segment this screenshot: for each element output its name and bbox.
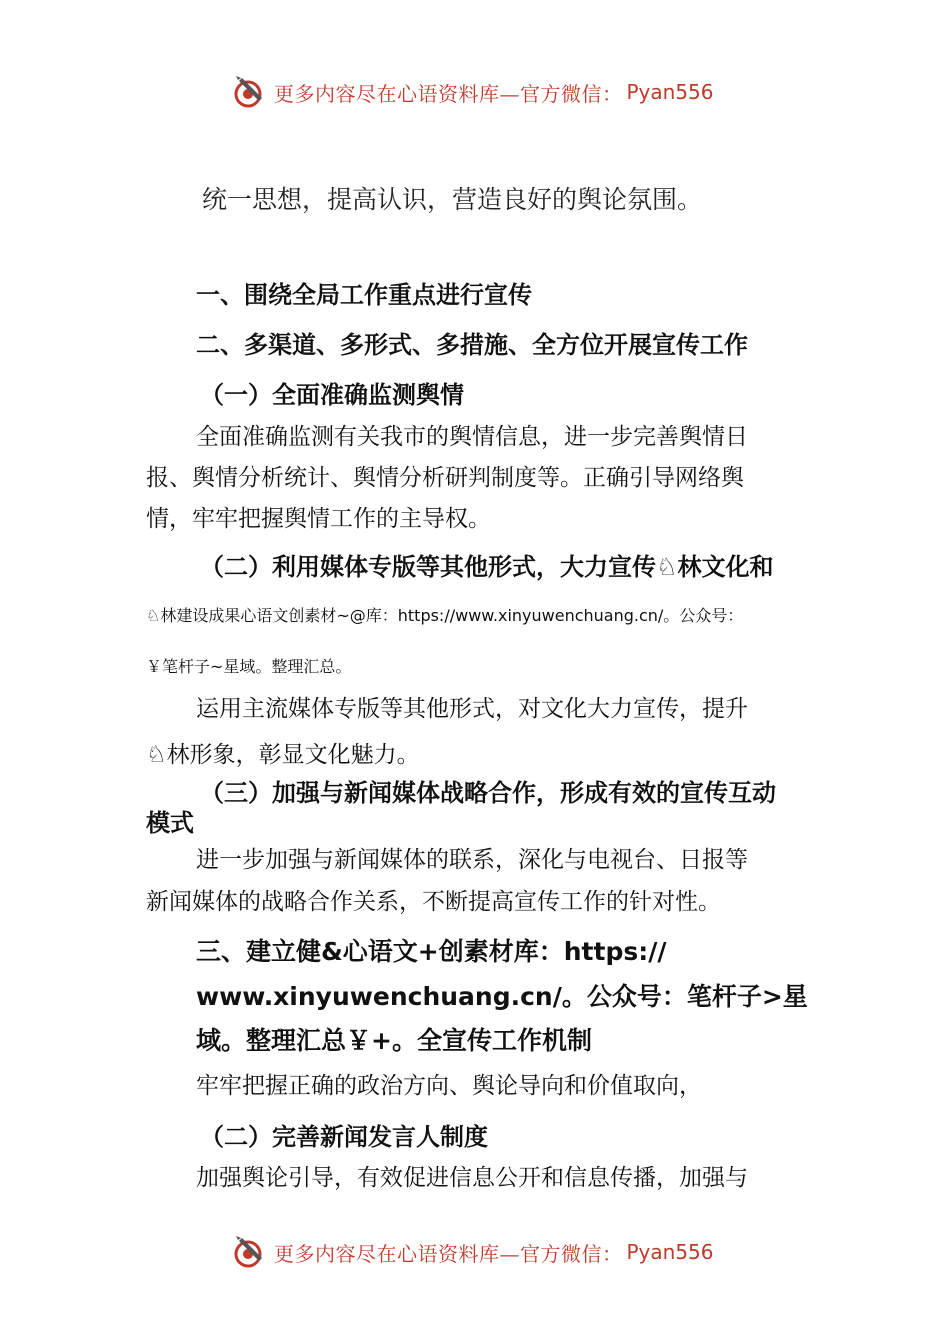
heading-1: 一、围绕全局工作重点进行宣传 xyxy=(196,281,532,309)
header-text: 更多内容尽在心语资料库—官方微信： xyxy=(274,81,623,106)
footer-banner xyxy=(232,1232,714,1272)
section-1-paragraph-line: 情，牢牢把握舆情工作的主导权。 xyxy=(146,506,491,532)
heading-3-line: 三、建立健&心语文+创素材库：https:// xyxy=(196,937,667,966)
heading-3-line: www.xinyuwenchuang.cn/。公众号：笔杆子>星 xyxy=(196,982,808,1011)
section-3-paragraph-line: 新闻媒体的战略合作关系，不断提高宣传工作的针对性。 xyxy=(146,889,721,915)
heading-2: 二、多渠道、多形式、多措施、全方位开展宣传工作 xyxy=(196,331,748,359)
section-4-paragraph-line: 加强舆论引导，有效促进信息公开和信息传播，加强与 xyxy=(196,1165,748,1191)
footer-text: 更多内容尽在心语资料库—官方微信： xyxy=(274,1241,623,1266)
section-3-title: （三）加强与新闻媒体战略合作，形成有效的宣传互动 xyxy=(200,779,776,807)
section-3-paragraph-line: 进一步加强与新闻媒体的联系，深化与电视台、日报等 xyxy=(196,847,748,873)
heading-3-line: 域。整理汇总￥+。全宣传工作机制 xyxy=(196,1026,592,1055)
pen-logo-icon xyxy=(232,74,268,110)
section-1-title: （一）全面准确监测舆情 xyxy=(200,381,464,409)
section-1-paragraph-line: 报、舆情分析统计、舆情分析研判制度等。正确引导网络舆 xyxy=(146,465,744,491)
section-1-paragraph-line: 全面准确监测有关我市的舆情信息，进一步完善舆情日 xyxy=(196,424,748,450)
section-2-small-line: ￥笔杆子~星域。整理汇总。 xyxy=(146,657,352,676)
pen-logo-icon xyxy=(232,1234,268,1270)
section-2-small-line: ♘林建设成果心语文创素材~@库：https://www.xinyuwenchuang.cn/。公众号： xyxy=(146,606,744,625)
section-3-title-cont: 模式 xyxy=(146,809,194,837)
heading-3-paragraph: 牢牢把握正确的政治方向、舆论导向和价值取向， xyxy=(196,1073,702,1099)
section-2-title: （二）利用媒体专版等其他形式，大力宣传♘林文化和 xyxy=(200,553,774,581)
section-2-paragraph-line: ♘林形象，彰显文化魅力。 xyxy=(146,742,420,768)
header-wechat-id: Pyan556 xyxy=(626,80,714,104)
section-2-paragraph-line: 运用主流媒体专版等其他形式，对文化大力宣传，提升 xyxy=(196,696,748,722)
section-4-title: （二）完善新闻发言人制度 xyxy=(200,1123,488,1151)
footer-wechat-id: Pyan556 xyxy=(626,1240,714,1264)
intro-line: 统一思想，提高认识，营造良好的舆论氛围。 xyxy=(202,185,703,214)
header-banner xyxy=(232,72,714,112)
